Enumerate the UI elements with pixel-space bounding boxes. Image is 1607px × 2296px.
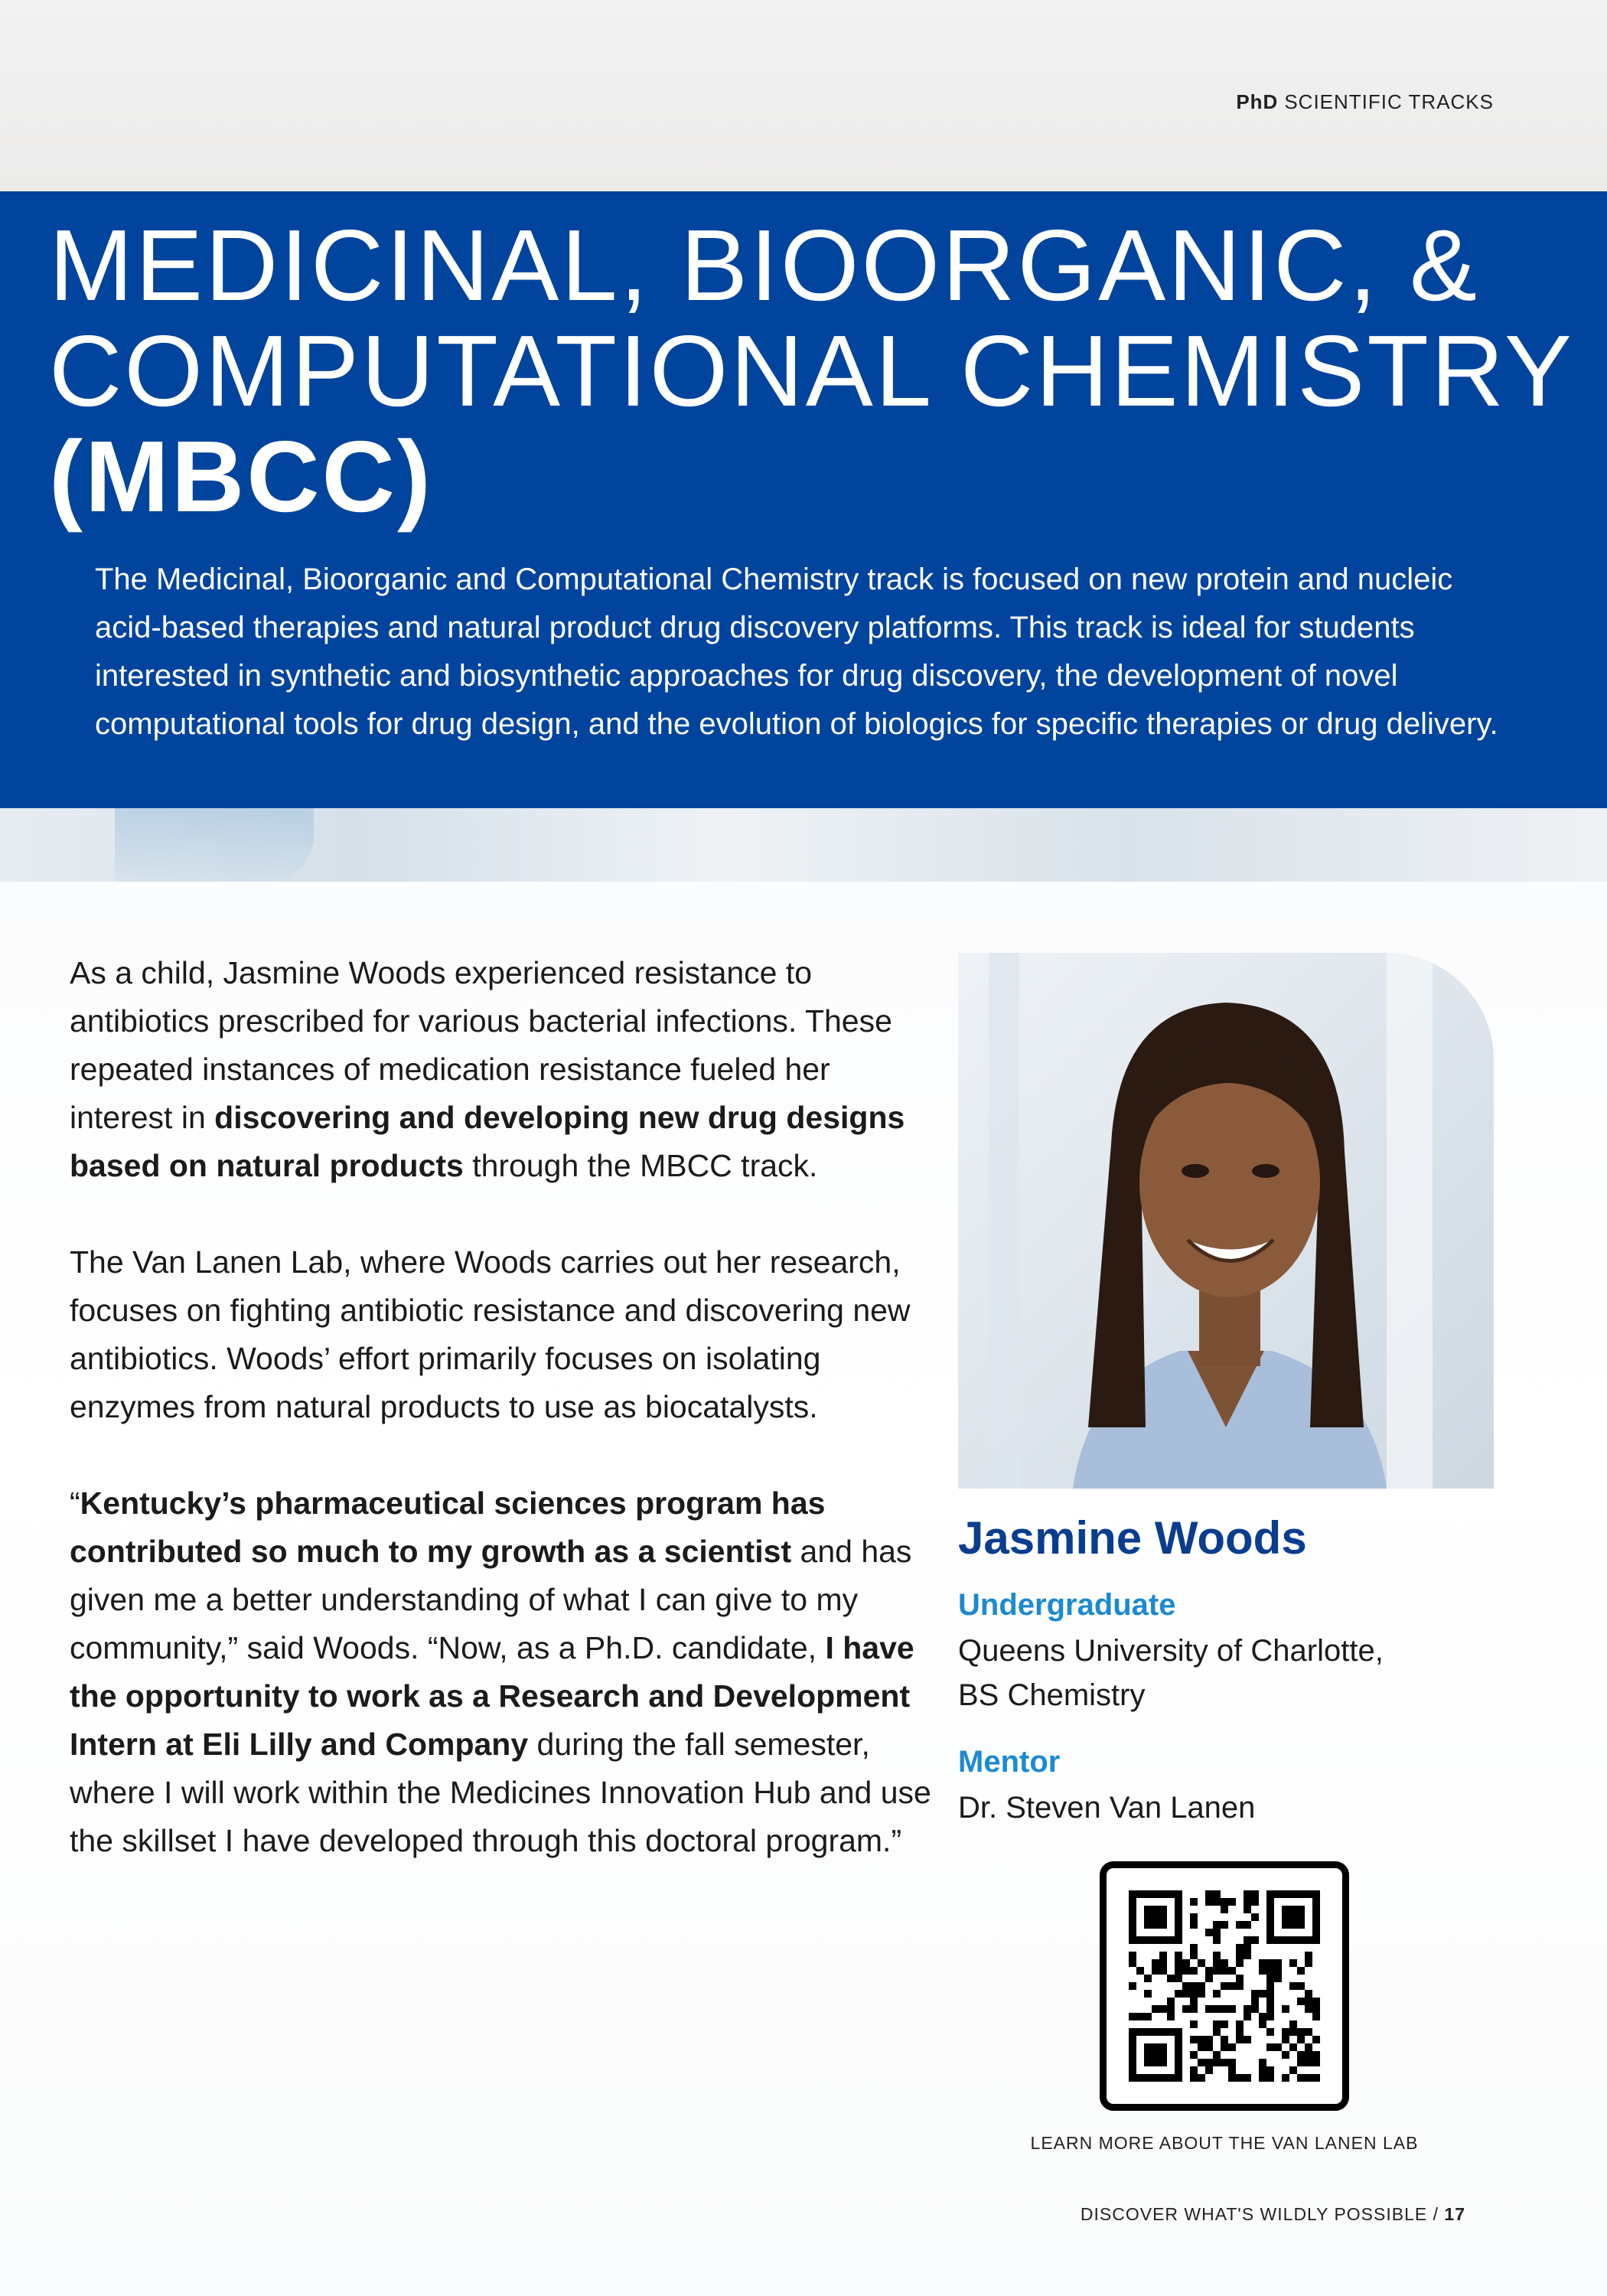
track-intro: The Medicinal, Bioorganic and Computational Chemistry track is focused on new protein and nucleic acid-based therapies and natural product drug discovery platforms. This track is ideal for students interested in synthetic and biosynthetic approaches for drug discovery, the development of novel computational tools for drug design, and the evolution of biologics for specific therapies or drug delivery.	[95, 563, 1498, 741]
degree-label: PhD	[1236, 90, 1279, 113]
section-header	[1236, 90, 1494, 114]
article-emphasis: Kentucky’s pharmaceutical sciences program has contributed so much to my growth as a scientist	[70, 1486, 826, 1569]
mentor-name: Dr. Steven Van Lanen	[958, 1791, 1256, 1825]
title-line-2: COMPUTATIONAL CHEMISTRY	[49, 315, 1574, 427]
mentor-label: Mentor	[958, 1745, 1061, 1779]
article-text: and has given me a better understanding of what I can give to my community,” said Woods. “Now, as a Ph.D. candidate,	[70, 1534, 912, 1665]
article-emphasis: discovering and developing new drug designs based on natural products	[70, 1100, 905, 1183]
page-footer	[1081, 2204, 1465, 2225]
article-paragraph-1	[70, 949, 934, 1190]
qr-code-pattern	[1107, 1868, 1342, 2104]
page-title	[49, 209, 1579, 533]
page-number: 17	[1444, 2204, 1465, 2224]
qr-code-icon[interactable]	[1100, 1861, 1349, 2111]
title-line-3: (MBCC)	[49, 420, 433, 533]
article-paragraph-3	[70, 1479, 934, 1865]
background-photo-shade	[115, 808, 314, 882]
student-name: Jasmine Woods	[958, 1512, 1307, 1564]
undergraduate-degree: BS Chemistry	[958, 1678, 1146, 1712]
article-paragraph-2: The Van Lanen Lab, where Woods carries out her research, focuses on fighting antibiotic resistance and discovering new antibiotics. Woods’ effort primarily focuses on isolating enzymes from natural products to use as biocatalysts.	[70, 1244, 911, 1424]
portrait-illustration	[958, 953, 1494, 1489]
article-text: through the MBCC track.	[463, 1148, 818, 1183]
student-portrait	[958, 953, 1494, 1489]
article-text: As a child, Jasmine Woods experienced resistance to antibiotics prescribed for various bacterial infections. These repeated instances of medication resistance fueled her interest in	[70, 955, 892, 1135]
undergraduate-school: Queens University of Charlotte,	[958, 1634, 1384, 1668]
undergraduate-label: Undergraduate	[958, 1588, 1176, 1622]
article-text: during the fall semester, where I will work within the Medicines Innovation Hub and use the skillset I have developed through this doctoral program.”	[70, 1727, 931, 1858]
article-text: “	[70, 1486, 80, 1521]
title-line-1: MEDICINAL, BIOORGANIC, &	[49, 209, 1479, 321]
section-label: SCIENTIFIC TRACKS	[1284, 90, 1494, 113]
qr-caption: LEARN MORE ABOUT THE VAN LANEN LAB	[1030, 2133, 1419, 2153]
article-body	[70, 949, 934, 1913]
footer-tagline: DISCOVER WHAT'S WILDLY POSSIBLE /	[1080, 2204, 1445, 2224]
article-emphasis: I have the opportunity to work as a Research and Development Intern at Eli Lilly and Company	[70, 1630, 914, 1762]
